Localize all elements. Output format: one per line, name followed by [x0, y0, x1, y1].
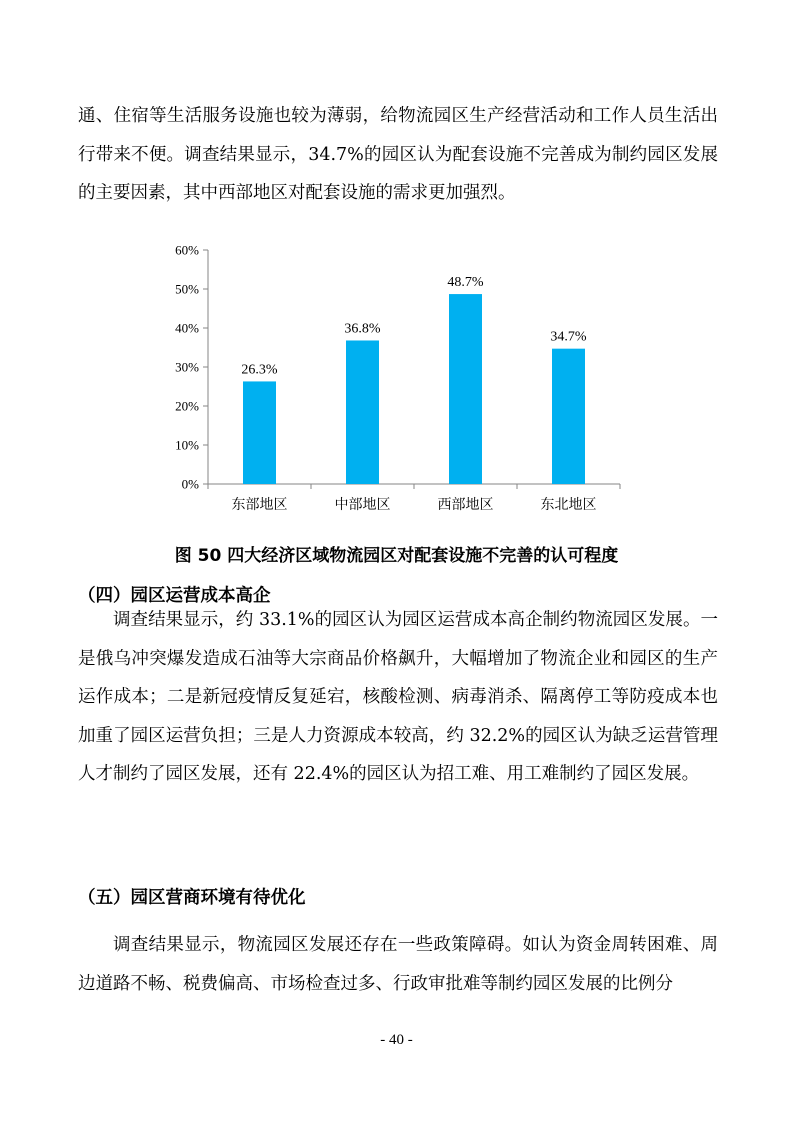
data-label: 26.3% [241, 362, 278, 378]
y-tick-label: 0% [181, 476, 199, 492]
section-heading-5: （五）园区营商环境有待优化 [78, 888, 306, 908]
x-category-label: 东北地区 [540, 497, 597, 513]
y-tick-label: 20% [175, 398, 199, 414]
y-tick-label: 40% [175, 320, 199, 336]
x-category-label: 中部地区 [334, 497, 391, 513]
bar [346, 340, 379, 484]
y-tick-label: 50% [175, 281, 199, 297]
page-number: - 40 - [380, 1032, 413, 1048]
x-category-label: 西部地区 [437, 497, 494, 513]
y-tick-label: 60% [175, 242, 199, 258]
y-tick-label: 30% [175, 359, 199, 375]
x-category-label: 东部地区 [231, 497, 288, 513]
data-label: 48.7% [447, 275, 484, 291]
bar [449, 294, 482, 484]
intro-paragraph: 通、住宿等生活服务设施也较为薄弱，给物流园区生产经营活动和工作人员生活出行带来不便。调查结果显示，34.7%的园区认为配套设施不完善成为制约园区发展的主要因素，其中西部地区对配套设施的需求更加强烈。 [78, 106, 718, 203]
data-label: 34.7% [550, 329, 587, 345]
bar-chart [150, 238, 650, 528]
bar [243, 381, 276, 484]
figure-caption: 图 50 四大经济区域物流园区对配套设施不完善的认可程度 [174, 546, 619, 566]
section4-paragraph: 调查结果显示，约 33.1%的园区认为园区运营成本高企制约物流园区发展。一是俄乌冲突爆发造成石油等大宗商品价格飙升，大幅增加了物流企业和园区的生产运作成本；二是新冠疫情反复延宕，核酸检测、病毒消杀、隔离停工等防疫成本也加重了园区运营负担；三是人力资源成本较高，约 32.2%的园区认为缺乏运营管理人才制约了园区发展，还有 22.4%的园区认为招工难、用工难制约了园区发展。 [78, 610, 718, 784]
bar [552, 349, 585, 484]
data-label: 36.8% [344, 321, 381, 337]
section-heading-4: （四）园区运营成本高企 [78, 586, 271, 606]
y-tick-label: 10% [175, 437, 199, 453]
section5-paragraph: 调查结果显示，物流园区发展还存在一些政策障碍。如认为资金周转困难、周边道路不畅、税费偏高、市场检查过多、行政审批难等制约园区发展的比例分 [78, 935, 718, 994]
